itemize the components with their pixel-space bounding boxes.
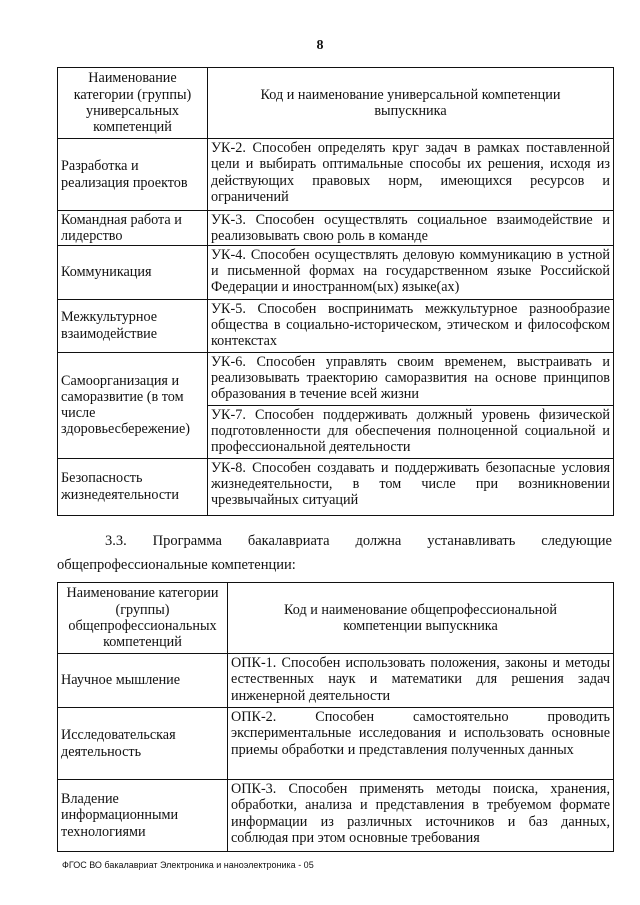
header-competence: Код и наименование универсальной компетенции выпускника [208,68,614,139]
table-row [58,780,614,852]
header-competence: Код и наименование общепрофессиональной компетенции выпускника [228,583,614,654]
table-row [58,708,614,780]
table-row [58,139,614,211]
paragraph-line: 3.3. Программа бакалавриата должна устанавливать следующие [105,533,612,549]
document-footer: ФГОС ВО бакалавриат Электроника и наноэлектроника - 05 [62,860,314,870]
section-paragraph [57,532,612,574]
category-cell: Разработка и реализация проектов [58,139,208,211]
table-row [58,654,614,708]
table-row [58,458,614,515]
table-row [58,245,614,299]
table-header-row [58,583,614,654]
competence-cell: УК-2. Способен определять круг задач в рамках поставленной цели и выбирать оптимальные способы их решения, исходя из действующих правовых норм, имеющихся ресурсов и ограничений [208,139,614,211]
competence-cell: УК-8. Способен создавать и поддерживать безопасные условия жизнедеятельности, в том числе при возникновении чрезвычайных ситуаций [208,458,614,515]
category-cell: Командная работа и лидерство [58,211,208,246]
category-cell: Самоорганизация и саморазвитие (в том числе здоровьесбережение) [58,352,208,458]
header-category: Наименование категории (группы) общепрофессиональных компетенций [58,583,228,654]
universal-competences-table [57,67,614,516]
category-cell: Исследовательская деятельность [58,708,228,780]
category-cell: Владение информационными технологиями [58,780,228,852]
competence-cell: УК-7. Способен поддерживать должный уровень физической подготовленности для обеспечения полноценной социальной и профессиональной деятельности [208,405,614,458]
competence-cell: УК-6. Способен управлять своим временем, выстраивать и реализовывать траекторию саморазвития на основе принципов образования в течение всей жизни [208,352,614,405]
category-cell: Межкультурное взаимодействие [58,299,208,352]
competence-cell: ОПК-3. Способен применять методы поиска, хранения, обработки, анализа и представления в требуемом формате информации из различных источников и баз данных, соблюдая при этом основные требования [228,780,614,852]
table-row [58,211,614,246]
header-category: Наименование категории (группы) универсальных компетенций [58,68,208,139]
general-professional-competences-table [57,582,614,852]
competence-cell: ОПК-2. Способен самостоятельно проводить экспериментальные исследования и использовать основные приемы обработки и представления полученных данных [228,708,614,780]
category-cell: Безопасность жизнедеятельности [58,458,208,515]
competence-cell: УК-3. Способен осуществлять социальное взаимодействие и реализовывать свою роль в команде [208,211,614,246]
competence-cell: ОПК-1. Способен использовать положения, законы и методы естественных наук и математики для решения задач инженерной деятельности [228,654,614,708]
category-cell: Коммуникация [58,245,208,299]
page-number: 8 [316,38,324,53]
table-row [58,352,614,405]
paragraph-line: общепрофессиональные компетенции: [57,557,296,573]
competence-cell: УК-5. Способен воспринимать межкультурное разнообразие общества в социально-историческом, этическом и философском контекстах [208,299,614,352]
table-row [58,299,614,352]
table-header-row [58,68,614,139]
category-cell: Научное мышление [58,654,228,708]
competence-cell: УК-4. Способен осуществлять деловую коммуникацию в устной и письменной формах на государственном языке Российской Федерации и иностранном(ых) языке(ах) [208,245,614,299]
